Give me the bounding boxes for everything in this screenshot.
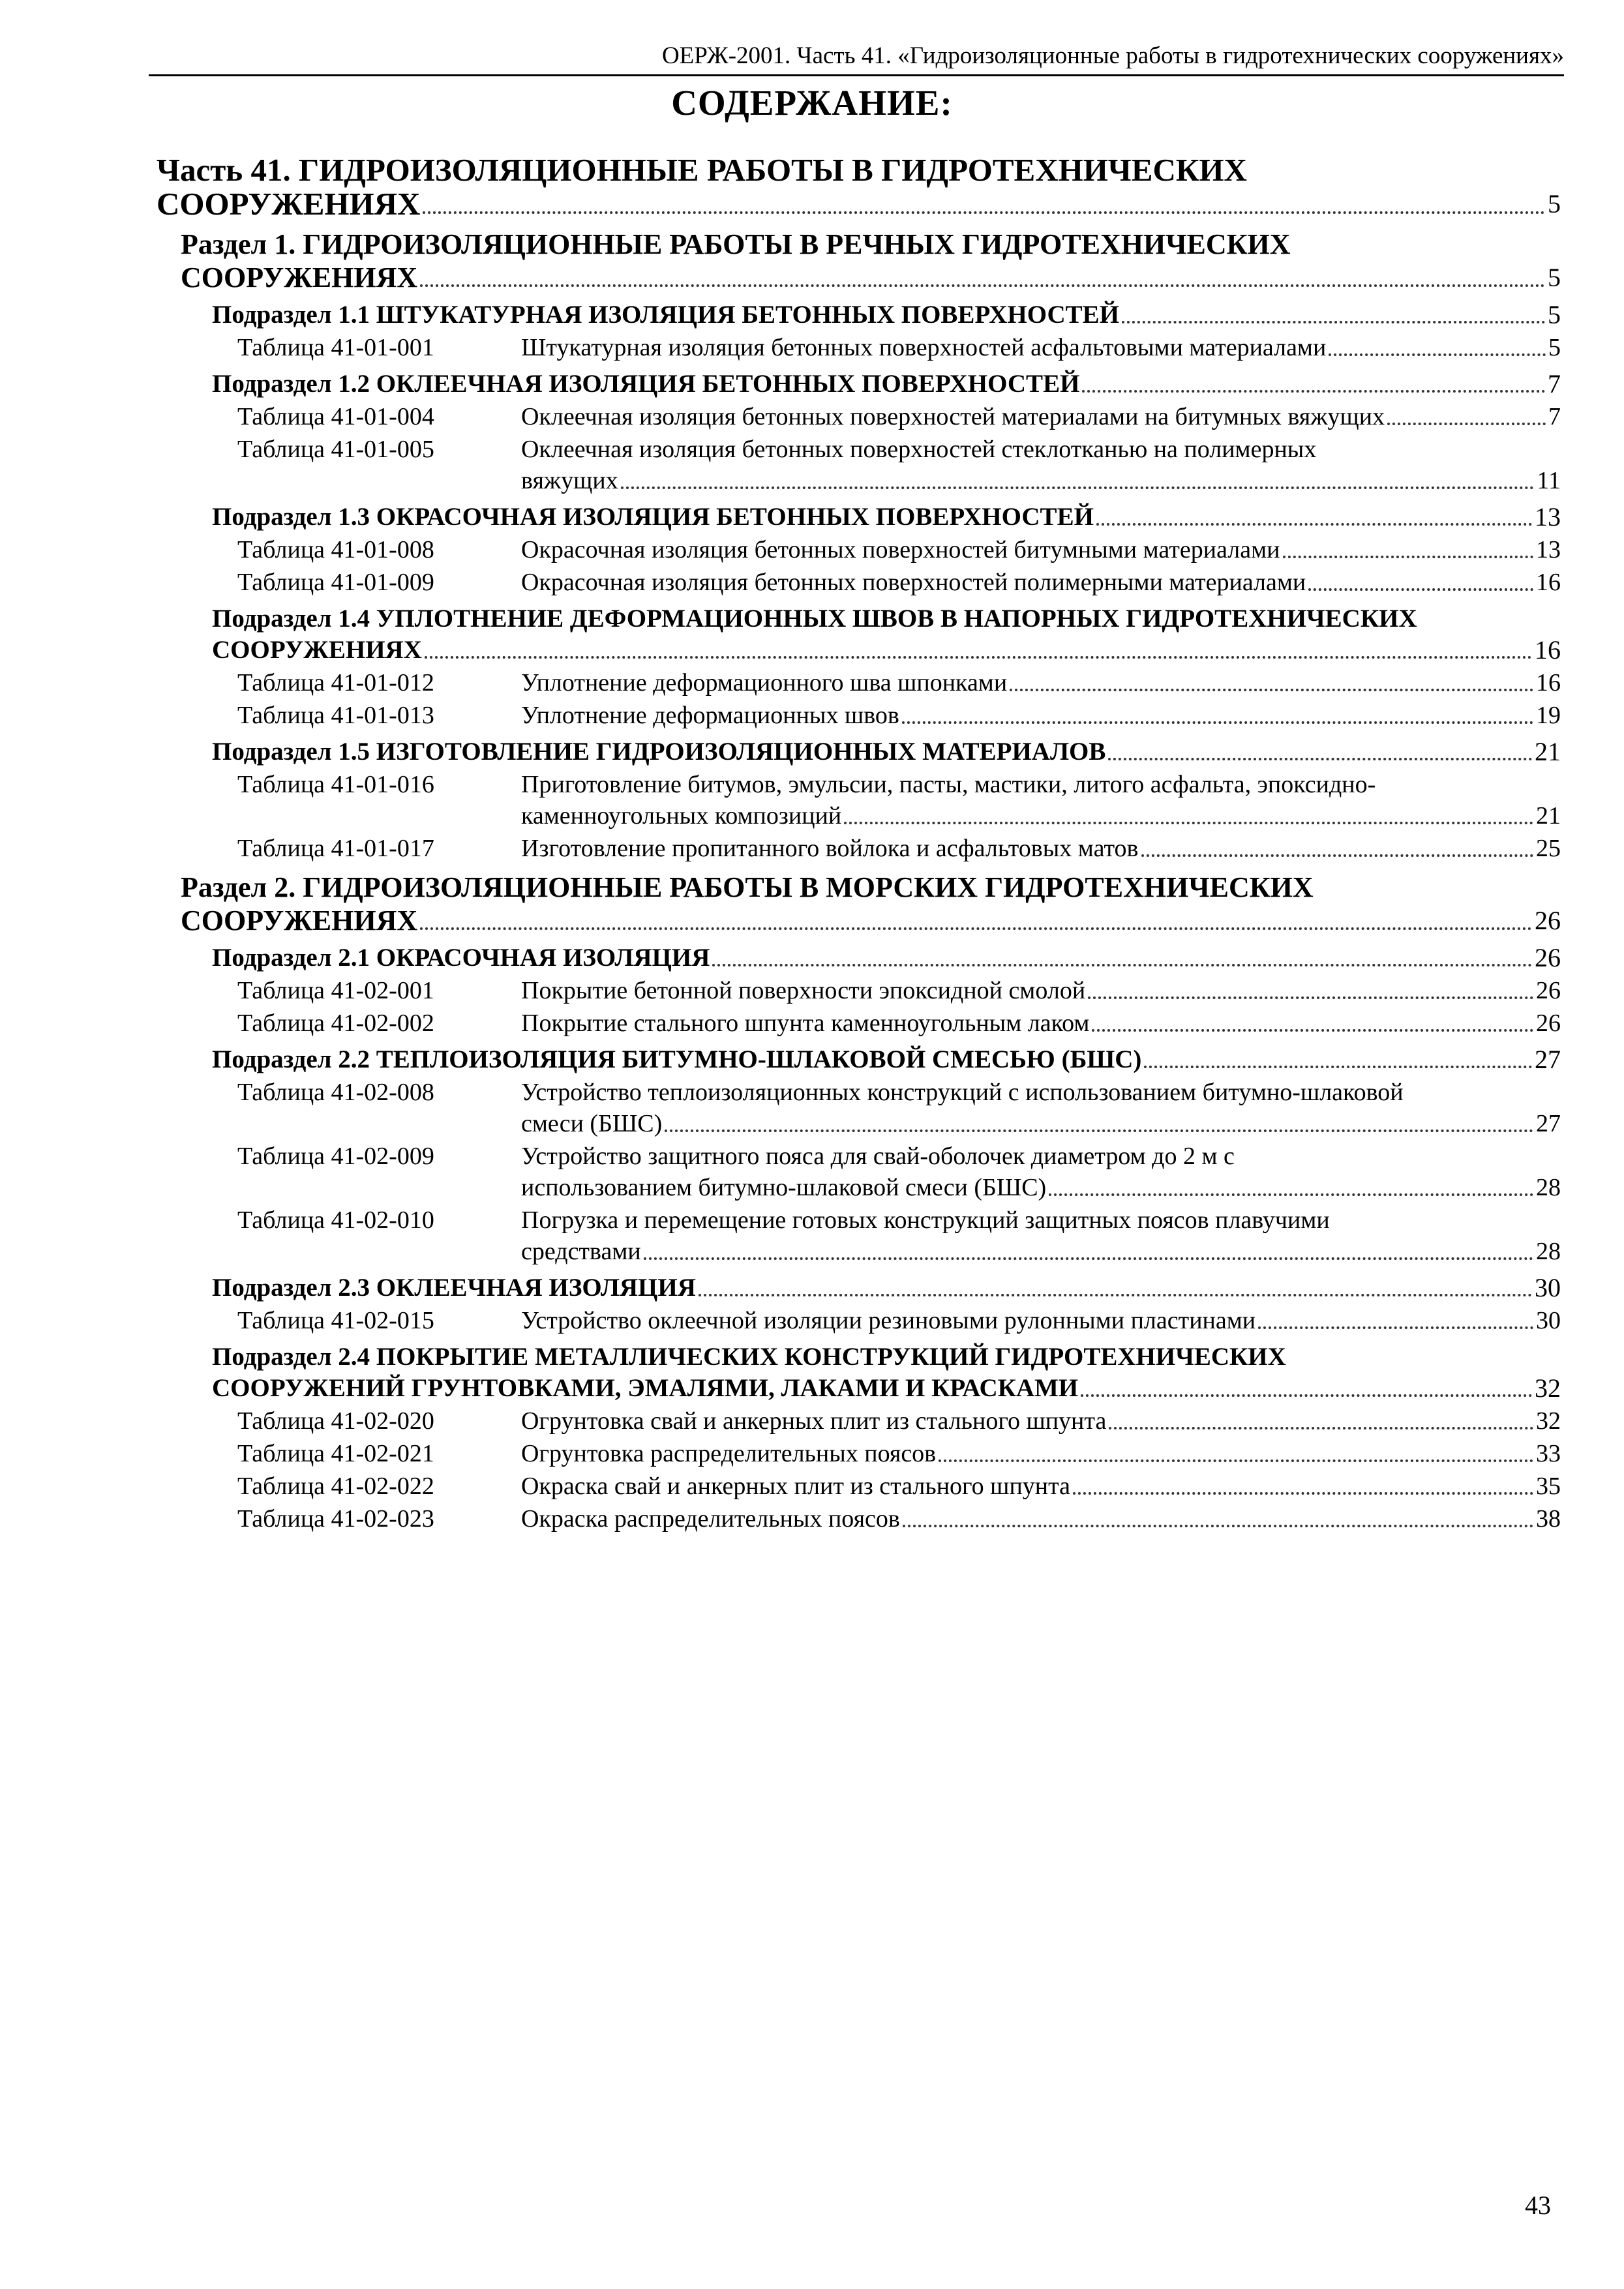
dot-leader — [1073, 1492, 1533, 1495]
toc-page-number: 35 — [1536, 1473, 1561, 1500]
toc-table-description — [521, 567, 1561, 598]
dot-leader — [423, 211, 1545, 214]
toc-table-description — [521, 1008, 1561, 1039]
toc-subsection-line — [212, 1373, 1561, 1404]
dot-leader — [1387, 423, 1546, 425]
dot-leader — [1081, 1394, 1532, 1397]
toc-part-title-line2: СООРУЖЕНИЯХ — [157, 186, 421, 222]
dot-leader — [1092, 1029, 1533, 1032]
toc-subsection-line — [212, 299, 1561, 331]
toc-subsection-entry[interactable] — [212, 299, 1561, 331]
toc-table-title: каменноугольных композиций — [521, 802, 842, 830]
toc-page-number: 26 — [1535, 943, 1561, 972]
toc-table-code: Таблица 41-02-023 — [237, 1505, 434, 1533]
toc-subsection-line — [212, 942, 1561, 974]
toc-table-line — [521, 833, 1561, 864]
dot-leader — [1329, 353, 1546, 356]
toc-page-number: 16 — [1535, 635, 1561, 665]
toc-page-number: 26 — [1535, 906, 1561, 935]
toc-subsection-title: Подраздел 1.5 ИЗГОТОВЛЕНИЕ ГИДРОИЗОЛЯЦИОННЫХ МАТЕРИАЛОВ — [212, 738, 1106, 766]
toc-subsection-entry[interactable] — [212, 368, 1561, 400]
toc-table-title: Уплотнение деформационных швов — [521, 702, 899, 729]
toc-table-line — [521, 332, 1561, 363]
toc-subsection-title-line1: Подраздел 2.4 ПОКРЫТИЕ МЕТАЛЛИЧЕСКИХ КОНСТРУКЦИЙ ГИДРОТЕХНИЧЕСКИХ — [212, 1343, 1286, 1371]
toc-page-number: 32 — [1536, 1407, 1561, 1435]
toc-table-code: Таблица 41-01-004 — [237, 403, 434, 430]
toc-table-title: вяжущих — [521, 467, 618, 494]
toc-table-code: Таблица 41-01-009 — [237, 569, 434, 596]
toc-subsection-entry[interactable] — [212, 1272, 1561, 1304]
toc-table-line — [521, 975, 1561, 1006]
toc-table-entry[interactable] — [237, 1141, 1561, 1203]
toc-table-entry[interactable] — [237, 700, 1561, 731]
toc-subsection-line — [212, 1044, 1561, 1075]
toc-table-title: использованием битумно-шлаковой смеси (БШС) — [521, 1174, 1047, 1201]
toc-table-line — [521, 1438, 1561, 1469]
toc-table-entry[interactable] — [237, 1471, 1561, 1502]
dot-leader — [1096, 523, 1532, 526]
dot-leader — [939, 1459, 1533, 1462]
toc-table-title: Устройство оклеечной изоляции резиновыми рулонными пластинами — [521, 1307, 1256, 1334]
toc-table-code: Таблица 41-02-015 — [237, 1307, 434, 1334]
toc-table-title: Окрасочная изоляция бетонных поверхностей битумными материалами — [521, 536, 1280, 563]
dot-leader — [665, 1130, 1533, 1132]
running-header-text: ОЕРЖ-2001. Часть 41. «Гидроизоляционные работы в гидротехнических сооружениях» — [661, 42, 1564, 69]
toc-table-entry[interactable] — [237, 1305, 1561, 1336]
toc-table-entry[interactable] — [237, 1405, 1561, 1437]
toc-part-title-line1: Часть 41. ГИДРОИЗОЛЯЦИОННЫЕ РАБОТЫ В ГИДРОТЕХНИЧЕСКИХ — [157, 152, 1247, 188]
toc-table-description — [521, 769, 1561, 831]
dot-leader — [420, 284, 1545, 287]
dot-leader — [1088, 996, 1533, 999]
toc-page-number: 16 — [1536, 569, 1561, 596]
toc-page-number: 30 — [1536, 1307, 1561, 1334]
toc-table-entry[interactable] — [237, 1077, 1561, 1139]
toc-table-entry[interactable] — [237, 833, 1561, 864]
toc-table-line — [521, 1236, 1561, 1267]
toc-page-number: 13 — [1535, 502, 1561, 531]
toc-table-code: Таблица 41-02-008 — [237, 1079, 434, 1106]
toc-table-description — [521, 975, 1561, 1006]
toc-table-description — [521, 700, 1561, 731]
toc-page-number: 5 — [1548, 189, 1561, 218]
dot-leader — [1082, 390, 1545, 393]
toc-table-line — [521, 1405, 1561, 1437]
dot-leader — [712, 964, 1532, 966]
table-of-contents — [157, 153, 1561, 1534]
toc-table-line — [521, 1108, 1561, 1139]
toc-table-line — [521, 1503, 1561, 1534]
toc-page-number: 28 — [1536, 1238, 1561, 1265]
toc-table-line — [521, 1471, 1561, 1502]
dot-leader — [1122, 321, 1545, 323]
toc-table-entry[interactable] — [237, 1503, 1561, 1534]
toc-table-title: Окраска распределительных поясов — [521, 1505, 900, 1533]
toc-table-code: Таблица 41-01-008 — [237, 536, 434, 563]
toc-section-title-line1: Раздел 2. ГИДРОИЗОЛЯЦИОННЫЕ РАБОТЫ В МОРСКИХ ГИДРОТЕХНИЧЕСКИХ — [181, 871, 1314, 903]
toc-table-title-line1: Оклеечная изоляция бетонных поверхностей стеклотканью на полимерных — [521, 436, 1317, 463]
toc-subsection-line — [212, 736, 1561, 768]
toc-table-description — [521, 1503, 1561, 1534]
toc-page-number: 5 — [1548, 300, 1561, 329]
toc-subsection-title: Подраздел 1.3 ОКРАСОЧНАЯ ИЗОЛЯЦИЯ БЕТОННЫХ ПОВЕРХНОСТЕЙ — [212, 503, 1094, 531]
running-header — [149, 40, 1564, 76]
toc-table-title-line1: Приготовление битумов, эмульсии, пасты, мастики, литого асфальта, эпоксидно- — [521, 771, 1376, 798]
page-title: СОДЕРЖАНИЕ: — [671, 83, 953, 123]
dot-leader — [425, 656, 1532, 659]
toc-subsection-title: Подраздел 1.2 ОКЛЕЕЧНАЯ ИЗОЛЯЦИЯ БЕТОННЫХ ПОВЕРХНОСТЕЙ — [212, 370, 1080, 398]
toc-page-number: 25 — [1536, 835, 1561, 862]
dot-leader — [1141, 854, 1534, 857]
toc-page-number: 5 — [1548, 263, 1561, 292]
toc-table-description — [521, 667, 1561, 698]
toc-subsection-line — [212, 368, 1561, 400]
toc-part-entry[interactable] — [157, 153, 1561, 221]
dot-leader — [1010, 689, 1533, 691]
toc-page-number: 5 — [1548, 334, 1561, 361]
toc-page-number: 21 — [1536, 802, 1561, 830]
toc-table-code: Таблица 41-01-016 — [237, 771, 434, 798]
toc-table-entry[interactable] — [237, 1438, 1561, 1469]
toc-table-code: Таблица 41-02-021 — [237, 1440, 434, 1467]
toc-subsection-title: Подраздел 1.1 ШТУКАТУРНАЯ ИЗОЛЯЦИЯ БЕТОННЫХ ПОВЕРХНОСТЕЙ — [212, 301, 1120, 329]
toc-section-title: СООРУЖЕНИЯХ — [181, 905, 418, 936]
dot-leader — [1109, 1427, 1533, 1429]
toc-section-line — [181, 904, 1561, 937]
dot-leader — [1308, 588, 1533, 591]
toc-table-line — [521, 401, 1561, 432]
toc-table-code: Таблица 41-02-009 — [237, 1143, 434, 1170]
toc-section-entry[interactable] — [181, 871, 1561, 937]
toc-table-title-line1: Устройство защитного пояса для свай-оболочек диаметром до 2 м с — [521, 1143, 1235, 1170]
toc-table-line — [521, 800, 1561, 831]
toc-subsection-line — [212, 1272, 1561, 1304]
toc-table-description — [521, 332, 1561, 363]
toc-page-number: 30 — [1535, 1273, 1561, 1302]
toc-subsection-entry[interactable] — [212, 736, 1561, 768]
toc-table-title: Окрасочная изоляция бетонных поверхностей полимерными материалами — [521, 569, 1306, 596]
dot-leader — [1258, 1326, 1533, 1329]
toc-table-code: Таблица 41-01-012 — [237, 669, 434, 696]
dot-leader — [420, 927, 1532, 930]
toc-subsection-entry[interactable] — [212, 1341, 1561, 1404]
toc-page-number: 21 — [1535, 737, 1561, 766]
toc-subsection-line — [212, 635, 1561, 666]
toc-table-title: Штукатурная изоляция бетонных поверхностей асфальтовыми материалами — [521, 334, 1327, 361]
toc-table-entry[interactable] — [237, 667, 1561, 698]
toc-table-line — [521, 700, 1561, 731]
toc-page-number: 33 — [1536, 1440, 1561, 1467]
toc-table-code: Таблица 41-02-022 — [237, 1473, 434, 1500]
toc-table-title: средствами — [521, 1238, 641, 1265]
toc-subsection-title: Подраздел 2.2 ТЕПЛОИЗОЛЯЦИЯ БИТУМНО-ШЛАКОВОЙ СМЕСЬЮ (БШС) — [212, 1045, 1142, 1073]
toc-section-title-line1: Раздел 1. ГИДРОИЗОЛЯЦИОННЫЕ РАБОТЫ В РЕЧНЫХ ГИДРОТЕХНИЧЕСКИХ — [181, 228, 1291, 260]
toc-section-entry[interactable] — [181, 228, 1561, 294]
toc-table-line — [521, 534, 1561, 565]
toc-table-title: Покрытие бетонной поверхности эпоксидной смолой — [521, 977, 1086, 1004]
toc-table-description — [521, 401, 1561, 432]
toc-table-description — [521, 1077, 1561, 1139]
toc-table-line — [521, 1305, 1561, 1336]
toc-table-code: Таблица 41-01-001 — [237, 334, 434, 361]
toc-page-number: 38 — [1536, 1505, 1561, 1533]
toc-subsection-title-line1: Подраздел 1.4 УПЛОТНЕНИЕ ДЕФОРМАЦИОННЫХ ШВОВ В НАПОРНЫХ ГИДРОТЕХНИЧЕСКИХ — [212, 605, 1417, 633]
toc-table-line — [521, 1172, 1561, 1203]
toc-page-number: 27 — [1535, 1045, 1561, 1074]
toc-table-entry[interactable] — [237, 332, 1561, 363]
toc-table-title-line1: Погрузка и перемещение готовых конструкций защитных поясов плавучими — [521, 1206, 1330, 1234]
dot-leader — [903, 1525, 1533, 1527]
toc-table-title: Покрытие стального шпунта каменноугольным лаком — [521, 1010, 1090, 1037]
toc-table-code: Таблица 41-02-020 — [237, 1407, 434, 1435]
toc-subsection-entry[interactable] — [212, 603, 1561, 666]
toc-table-entry[interactable] — [237, 975, 1561, 1006]
toc-page-number: 11 — [1537, 467, 1561, 494]
toc-table-title: Изготовление пропитанного войлока и асфальтовых матов — [521, 835, 1139, 862]
toc-table-entry[interactable] — [237, 1204, 1561, 1267]
toc-table-description — [521, 1405, 1561, 1437]
toc-page-number: 26 — [1536, 1010, 1561, 1037]
dot-leader — [902, 721, 1533, 724]
toc-table-description — [521, 434, 1561, 496]
page-number: 43 — [1525, 2191, 1551, 2220]
toc-subsection-entry[interactable] — [212, 942, 1561, 974]
toc-page-number: 16 — [1536, 669, 1561, 696]
toc-page-number: 27 — [1536, 1110, 1561, 1137]
toc-table-entry[interactable] — [237, 567, 1561, 598]
toc-table-description — [521, 534, 1561, 565]
toc-table-entry[interactable] — [237, 769, 1561, 831]
toc-table-code: Таблица 41-02-002 — [237, 1010, 434, 1037]
toc-subsection-entry[interactable] — [212, 501, 1561, 533]
toc-table-code: Таблица 41-01-013 — [237, 702, 434, 729]
toc-page-number: 19 — [1536, 702, 1561, 729]
dot-leader — [1283, 556, 1533, 558]
toc-table-description — [521, 1471, 1561, 1502]
toc-page-number: 26 — [1536, 977, 1561, 1004]
toc-table-title: смеси (БШС) — [521, 1110, 663, 1137]
toc-table-entry[interactable] — [237, 401, 1561, 432]
dot-leader — [1108, 758, 1532, 760]
toc-table-entry[interactable] — [237, 1008, 1561, 1039]
toc-subsection-line — [212, 501, 1561, 533]
toc-table-code: Таблица 41-01-005 — [237, 436, 434, 463]
dot-leader — [844, 822, 1533, 824]
dot-leader — [1049, 1193, 1533, 1196]
toc-page-number: 7 — [1548, 403, 1561, 430]
toc-subsection-entry[interactable] — [212, 1044, 1561, 1075]
toc-table-description — [521, 1141, 1561, 1203]
toc-table-description — [521, 1305, 1561, 1336]
toc-table-description — [521, 1204, 1561, 1267]
toc-table-code: Таблица 41-01-017 — [237, 835, 434, 862]
toc-page-number: 7 — [1548, 369, 1561, 398]
toc-table-line — [521, 567, 1561, 598]
toc-page-number: 13 — [1536, 536, 1561, 563]
dot-leader — [699, 1294, 1532, 1296]
toc-table-entry[interactable] — [237, 534, 1561, 565]
toc-table-code: Таблица 41-02-001 — [237, 977, 434, 1004]
dot-leader — [644, 1257, 1533, 1260]
dot-leader — [1144, 1066, 1532, 1068]
toc-page-number: 32 — [1535, 1373, 1561, 1403]
toc-table-title: Окраска свай и анкерных плит из стального шпунта — [521, 1473, 1071, 1500]
toc-table-title: Огрунтовка распределительных поясов — [521, 1440, 937, 1467]
toc-table-description — [521, 1438, 1561, 1469]
toc-subsection-title: СООРУЖЕНИЯХ — [212, 636, 422, 664]
toc-table-line — [521, 1008, 1561, 1039]
toc-table-code: Таблица 41-02-010 — [237, 1206, 434, 1234]
toc-subsection-title: СООРУЖЕНИЙ ГРУНТОВКАМИ, ЭМАЛЯМИ, ЛАКАМИ И КРАСКАМИ — [212, 1374, 1079, 1402]
toc-section-title: СООРУЖЕНИЯХ — [181, 262, 418, 293]
toc-table-title-line1: Устройство теплоизоляционных конструкций с использованием битумно-шлаковой — [521, 1079, 1404, 1106]
toc-table-title: Огрунтовка свай и анкерных плит из стального шпунта — [521, 1407, 1107, 1435]
toc-page-number: 28 — [1536, 1174, 1561, 1201]
toc-table-line — [521, 465, 1561, 496]
toc-section-line — [181, 261, 1561, 294]
toc-table-description — [521, 833, 1561, 864]
toc-table-line — [521, 667, 1561, 698]
toc-subsection-title: Подраздел 2.1 ОКРАСОЧНАЯ ИЗОЛЯЦИЯ — [212, 944, 710, 972]
toc-table-title: Уплотнение деформационного шва шпонками — [521, 669, 1008, 696]
toc-table-title: Оклеечная изоляция бетонных поверхностей материалами на битумных вяжущих — [521, 403, 1385, 430]
toc-table-entry[interactable] — [237, 434, 1561, 496]
dot-leader — [621, 486, 1535, 489]
toc-subsection-title: Подраздел 2.3 ОКЛЕЕЧНАЯ ИЗОЛЯЦИЯ — [212, 1274, 696, 1302]
